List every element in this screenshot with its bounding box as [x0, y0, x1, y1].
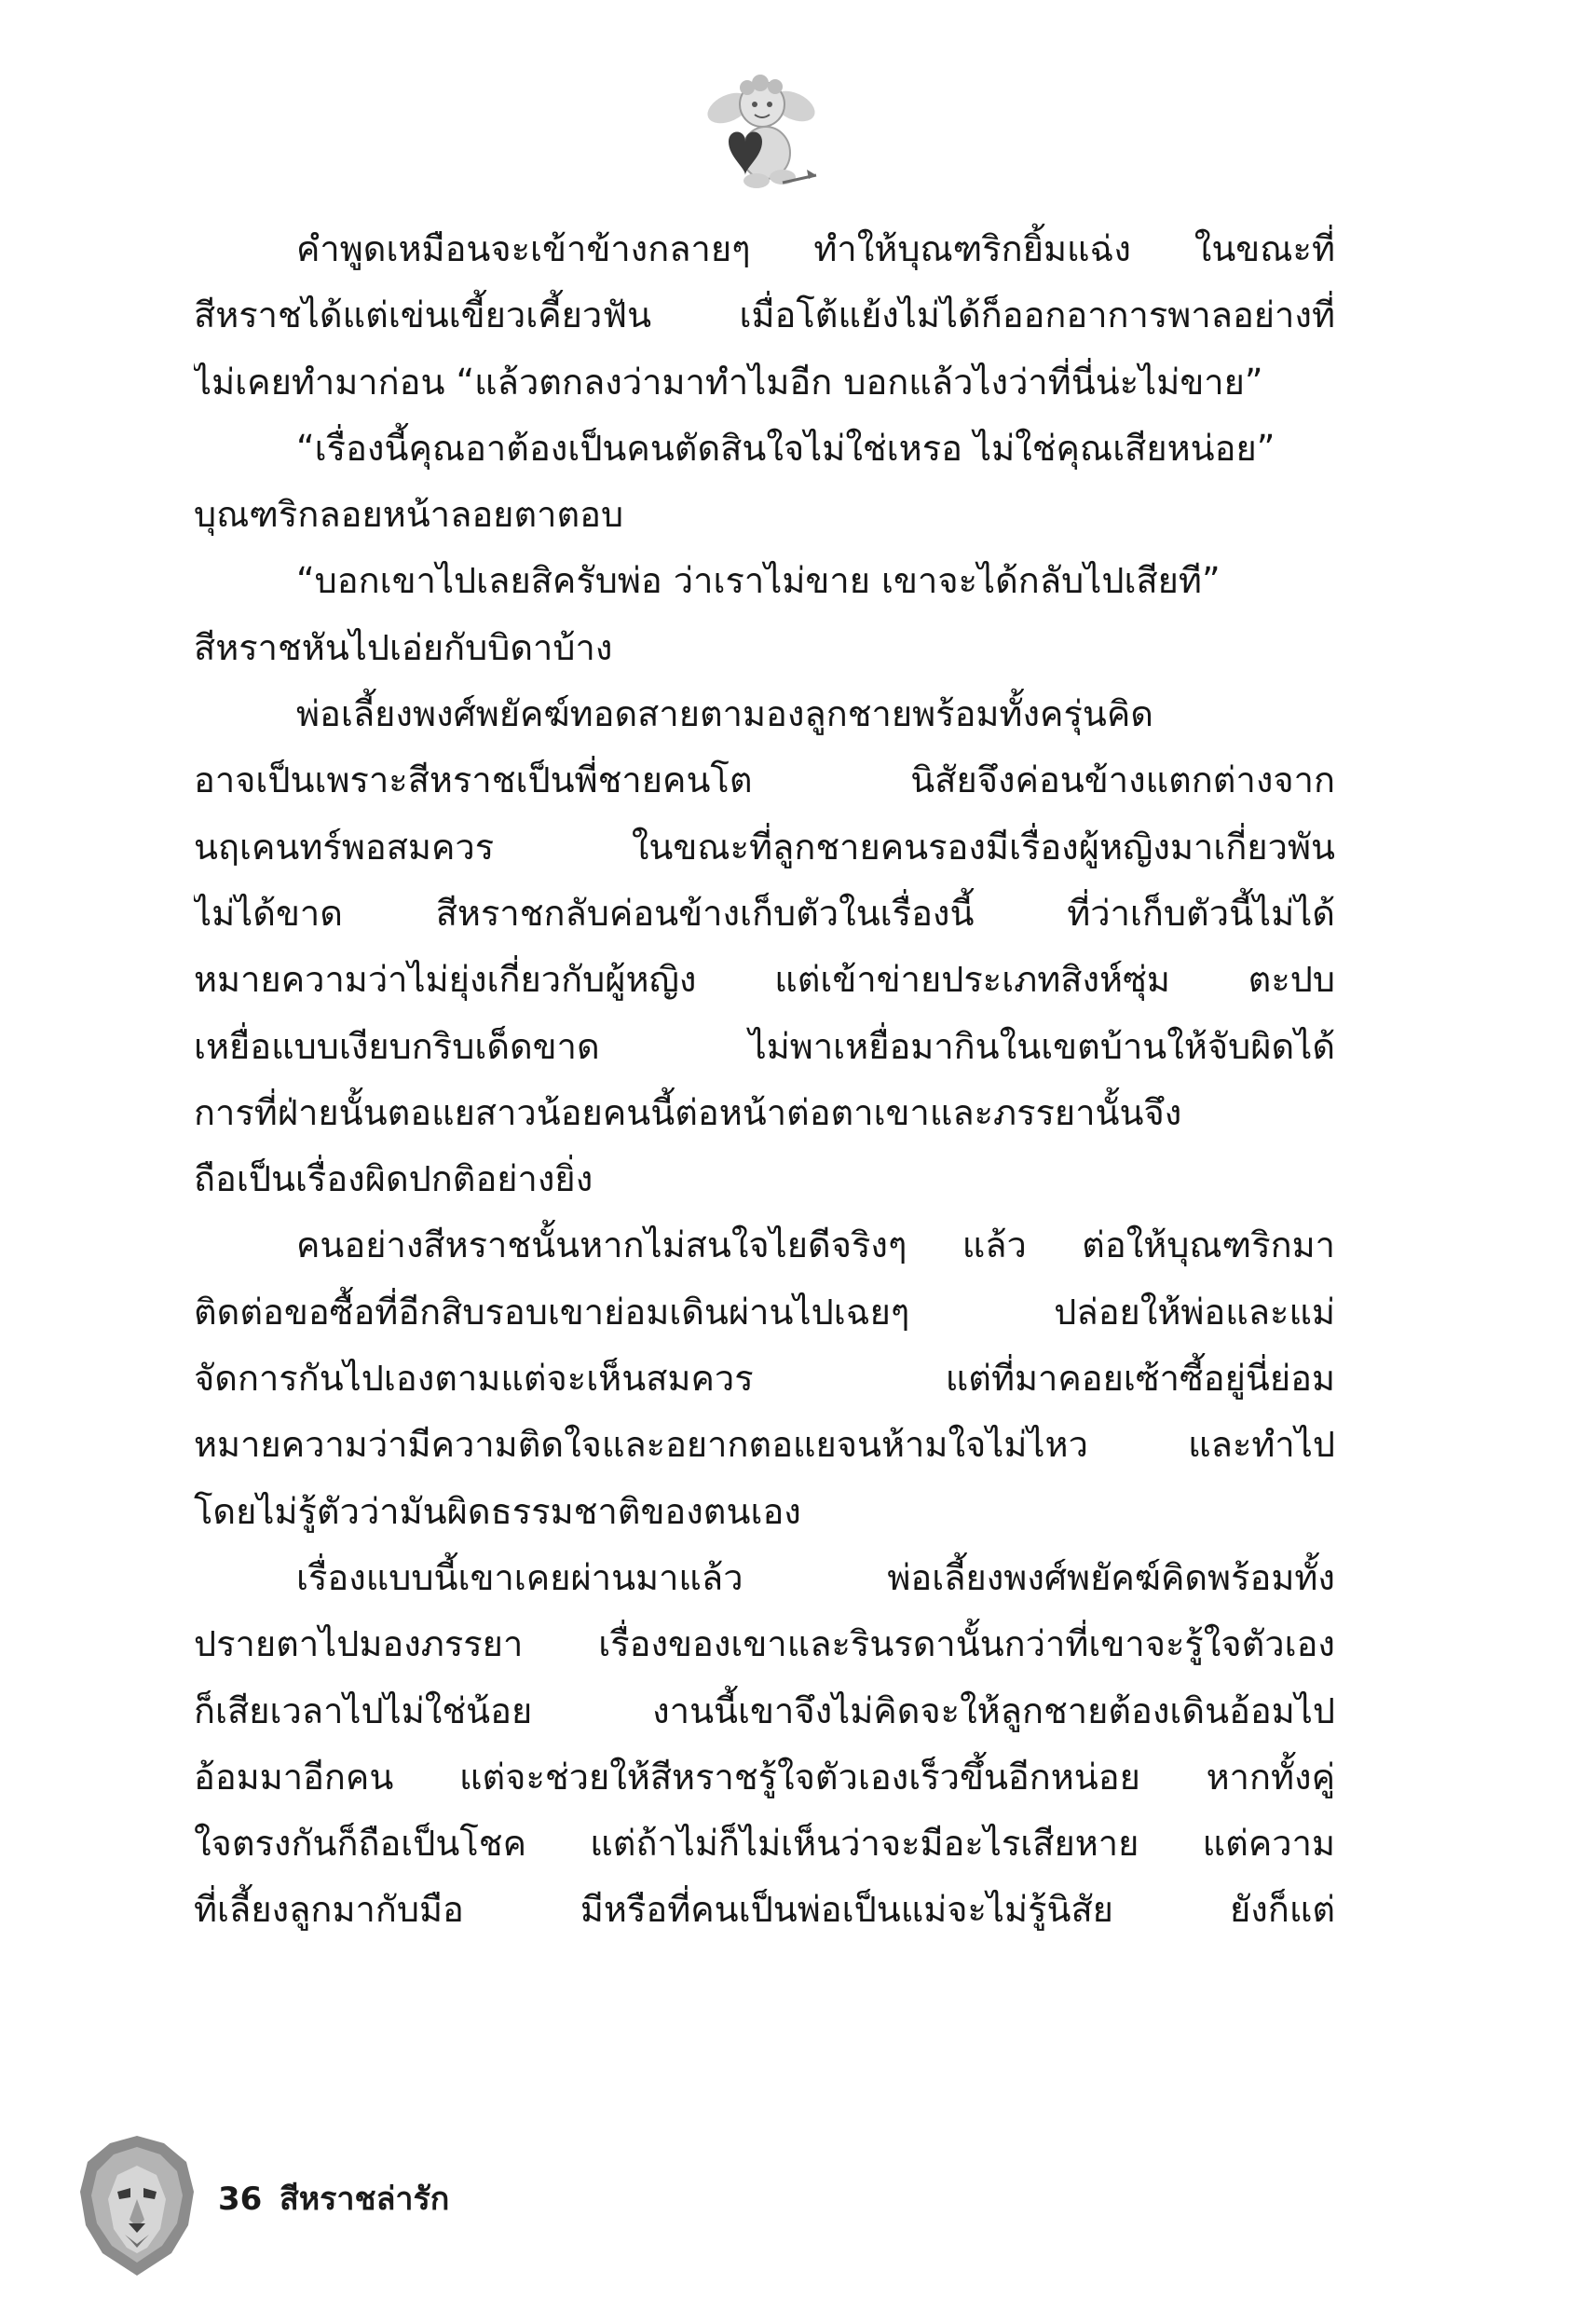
- paragraph-line: นฤเคนทร์พอสมควร ในขณะที่ลูกชายคนรองมีเรื่องผู้หญิงมาเกี่ยวพัน: [194, 826, 1335, 868]
- paragraph-line: การที่ฝ่ายนั้นตอแยสาวน้อยคนนี้ต่อหน้าต่อตาเขาและภรรยานั้นจึง: [194, 1091, 1182, 1133]
- paragraph-line: สีหราชได้แต่เข่นเขี้ยวเคี้ยวฟัน เมื่อโต้แย้งไม่ได้ก็ออกอาการพาลอย่างที่: [194, 294, 1335, 336]
- cupid-with-heart-icon: [701, 73, 822, 194]
- paragraph-line: ไม่ได้ขาด สีหราชกลับค่อนข้างเก็บตัวในเรื่องนี้ ที่ว่าเก็บตัวนี้ไม่ได้: [194, 892, 1335, 934]
- paragraph-line: เหยื่อแบบเงียบกริบเด็ดขาด ไม่พาเหยื่อมากินในเขตบ้านให้จับผิดได้: [194, 1025, 1335, 1067]
- chapter-body-text: [194, 216, 1335, 1944]
- lion-head-icon: [78, 2134, 196, 2277]
- paragraph-line: บุณฑริกลอยหน้าลอยตาตอบ: [194, 494, 624, 536]
- paragraph-line: “บอกเขาไปเลยสิครับพ่อ ว่าเราไม่ขาย เขาจะได้กลับไปเสียที”: [296, 560, 1221, 602]
- paragraph-line: ติดต่อขอซื้อที่อีกสิบรอบเขาย่อมเดินผ่านไปเฉยๆ ปล่อยให้พ่อและแม่: [194, 1291, 1335, 1333]
- page-number: 36: [218, 2181, 263, 2218]
- paragraph-line: ปรายตาไปมองภรรยา เรื่องของเขาและรินรดานั้นกว่าที่เขาจะรู้ใจตัวเอง: [194, 1623, 1335, 1665]
- paragraph-line: อ้อมมาอีกคน แต่จะช่วยให้สีหราชรู้ใจตัวเองเร็วขึ้นอีกหน่อย หากทั้งคู่: [194, 1756, 1335, 1798]
- paragraph-line: คำพูดเหมือนจะเข้าข้างกลายๆ ทำให้บุณฑริกยิ้มแฉ่ง ในขณะที่: [296, 228, 1335, 269]
- paragraph-line: สีหราชหันไปเอ่ยกับบิดาบ้าง: [194, 626, 613, 668]
- book-title: สีหราชล่ารัก: [280, 2181, 450, 2218]
- paragraph-line: เรื่องแบบนี้เขาเคยผ่านมาแล้ว พ่อเลี้ยงพงศ์พยัคฆ์คิดพร้อมทั้ง: [296, 1556, 1335, 1598]
- paragraph-line: พ่อเลี้ยงพงศ์พยัคฆ์ทอดสายตามองลูกชายพร้อมทั้งครุ่นคิด: [296, 693, 1153, 735]
- paragraph-line: หมายความว่ามีความติดใจและอยากตอแยจนห้ามใจไม่ไหว และทำไป: [194, 1424, 1335, 1466]
- paragraph-line: โดยไม่รู้ตัวว่ามันผิดธรรมชาติของตนเอง: [194, 1490, 801, 1532]
- paragraph-line: อาจเป็นเพราะสีหราชเป็นพี่ชายคนโต นิสัยจึงค่อนข้างแตกต่างจาก: [194, 759, 1335, 801]
- paragraph-line: จัดการกันไปเองตามแต่จะเห็นสมควร แต่ที่มาคอยเซ้าซี้อยู่นี่ย่อม: [194, 1358, 1335, 1400]
- paragraph-line: “เรื่องนี้คุณอาต้องเป็นคนตัดสินใจไม่ใช่เหรอ ไม่ใช่คุณเสียหน่อย”: [296, 427, 1275, 469]
- paragraph-line: ใจตรงกันก็ถือเป็นโชค แต่ถ้าไม่ก็ไม่เห็นว่าจะมีอะไรเสียหาย แต่ความ: [194, 1823, 1335, 1865]
- paragraph-line: ก็เสียเวลาไปไม่ใช่น้อย งานนี้เขาจึงไม่คิดจะให้ลูกชายต้องเดินอ้อมไป: [194, 1689, 1335, 1731]
- paragraph-line: คนอย่างสีหราชนั้นหากไม่สนใจไยดีจริงๆ แล้ว ต่อให้บุณฑริกมา: [296, 1224, 1335, 1266]
- paragraph-line: หมายความว่าไม่ยุ่งเกี่ยวกับผู้หญิง แต่เข้าข่ายประเภทสิงห์ซุ่ม ตะปบ: [194, 959, 1335, 1001]
- paragraph-line: ไม่เคยทำมาก่อน “แล้วตกลงว่ามาทำไมอีก บอกแล้วไงว่าที่นี่น่ะไม่ขาย”: [194, 361, 1263, 403]
- paragraph-line: ถือเป็นเรื่องผิดปกติอย่างยิ่ง: [194, 1158, 593, 1200]
- paragraph-line: ที่เลี้ยงลูกมากับมือ มีหรือที่คนเป็นพ่อเป็นแม่จะไม่รู้นิสัย ยังก็แต่: [194, 1889, 1335, 1931]
